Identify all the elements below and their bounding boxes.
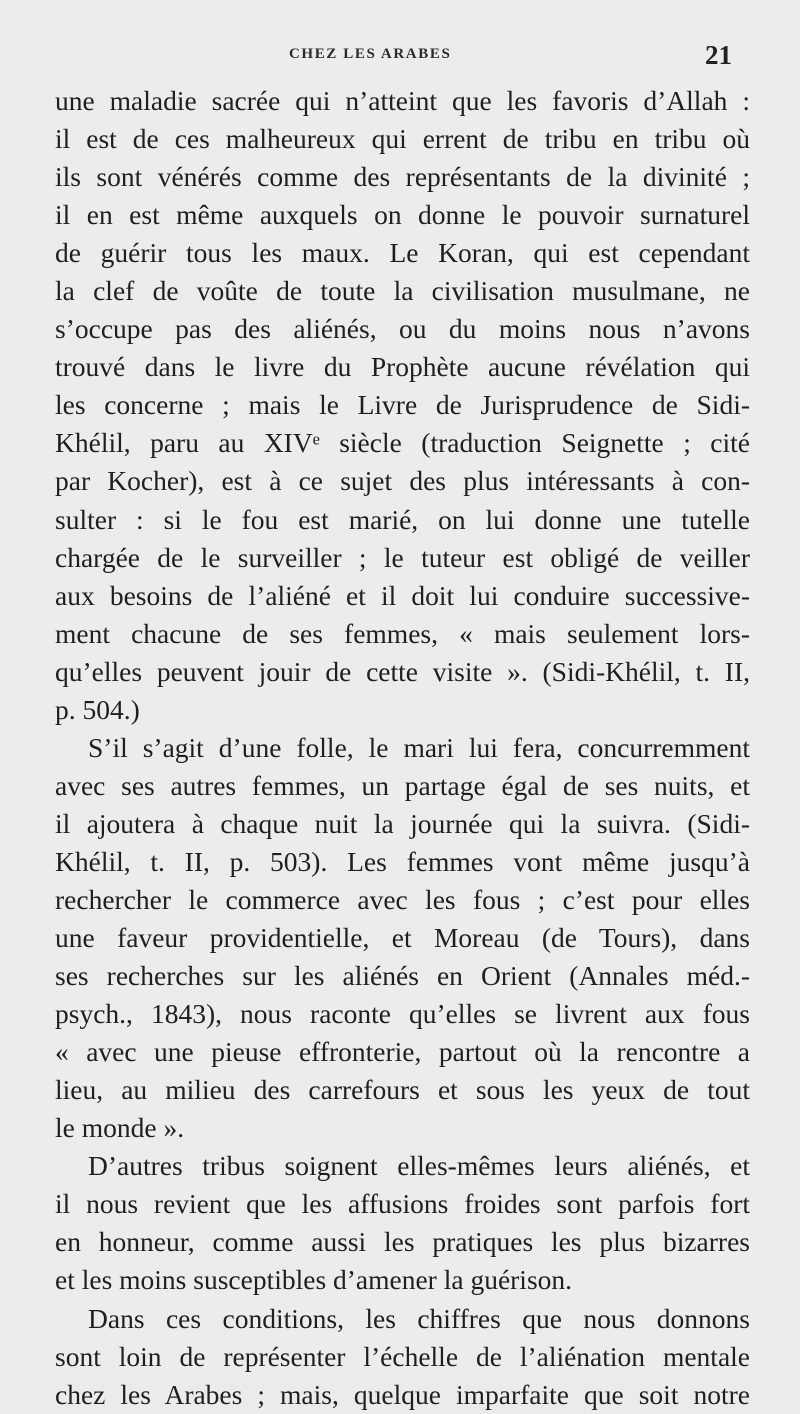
text-line: par Kocher), est à ce sujet des plus intéressants à con- xyxy=(55,465,750,497)
text-line: de guérir tous les maux. Le Koran, qui est cependant xyxy=(55,237,750,269)
text-line: D’autres tribus soignent elles-mêmes leurs aliénés, et xyxy=(88,1150,750,1182)
text-line: ment chacune de ses femmes, « mais seulement lors- xyxy=(55,617,750,649)
text-line: une maladie sacrée qui n’atteint que les favoris d’Allah : xyxy=(55,85,750,116)
text-line: Khélil, paru au XIVᵉ siècle (traduction Seignette ; cité xyxy=(55,427,750,459)
text-line: chez les Arabes ; mais, quelque imparfaite que soit notre xyxy=(55,1378,750,1410)
text-line: « avec une pieuse effronterie, partout où la rencontre a xyxy=(55,1036,750,1068)
text-line: s’occupe pas des aliénés, ou du moins nous n’avons xyxy=(55,313,750,345)
text-line: Dans ces conditions, les chiffres que nous donnons xyxy=(88,1302,750,1334)
body-text xyxy=(55,82,750,1414)
page-number: 21 xyxy=(705,40,732,70)
text-line: psych., 1843), nous raconte qu’elles se livrent aux fous xyxy=(55,998,750,1030)
text-line: et les moins susceptibles d’amener la guérison. xyxy=(55,1264,573,1296)
text-line: Khélil, t. II, p. 503). Les femmes vont même jusqu’à xyxy=(55,845,750,877)
text-line: lieu, au milieu des carrefours et sous les yeux de tout xyxy=(55,1074,750,1106)
text-line: qu’elles peuvent jouir de cette visite ». (Sidi-Khélil, t. II, xyxy=(55,655,750,687)
text-line: ils sont vénérés comme des représentants de la divinité ; xyxy=(55,161,750,193)
running-head-title: CHEZ LES ARABES xyxy=(289,46,452,62)
running-head xyxy=(0,40,800,74)
text-line: sont loin de représenter l’échelle de l’aliénation mentale xyxy=(55,1340,750,1372)
text-line: il ajoutera à chaque nuit la journée qui la suivra. (Sidi- xyxy=(55,807,750,839)
text-line: chargée de le surveiller ; le tuteur est obligé de veiller xyxy=(55,541,750,573)
text-line: une faveur providentielle, et Moreau (de Tours), dans xyxy=(55,922,750,954)
text-line: ses recherches sur les aliénés en Orient (Annales méd.- xyxy=(55,960,750,992)
text-line: trouvé dans le livre du Prophète aucune révélation qui xyxy=(55,351,750,383)
text-line: il en est même auxquels on donne le pouvoir surnaturel xyxy=(55,199,750,231)
text-line: aux besoins de l’aliéné et il doit lui conduire successive- xyxy=(55,579,750,611)
text-line: S’il s’agit d’une folle, le mari lui fera, concurremment xyxy=(88,731,750,763)
text-line: rechercher le commerce avec les fous ; c’est pour elles xyxy=(55,883,750,915)
text-line: il nous revient que les affusions froides sont parfois fort xyxy=(55,1188,750,1220)
text-line: la clef de voûte de toute la civilisation musulmane, ne xyxy=(55,275,750,307)
text-line: sulter : si le fou est marié, on lui donne une tutelle xyxy=(55,503,750,535)
text-line: il est de ces malheureux qui errent de tribu en tribu où xyxy=(55,123,750,155)
text-line: en honneur, comme aussi les pratiques les plus bizarres xyxy=(55,1226,750,1258)
text-line: le monde ». xyxy=(55,1112,185,1144)
text-line: avec ses autres femmes, un partage égal de ses nuits, et xyxy=(55,769,750,801)
text-line: les concerne ; mais le Livre de Jurisprudence de Sidi- xyxy=(55,389,750,421)
text-line: p. 504.) xyxy=(55,693,140,725)
